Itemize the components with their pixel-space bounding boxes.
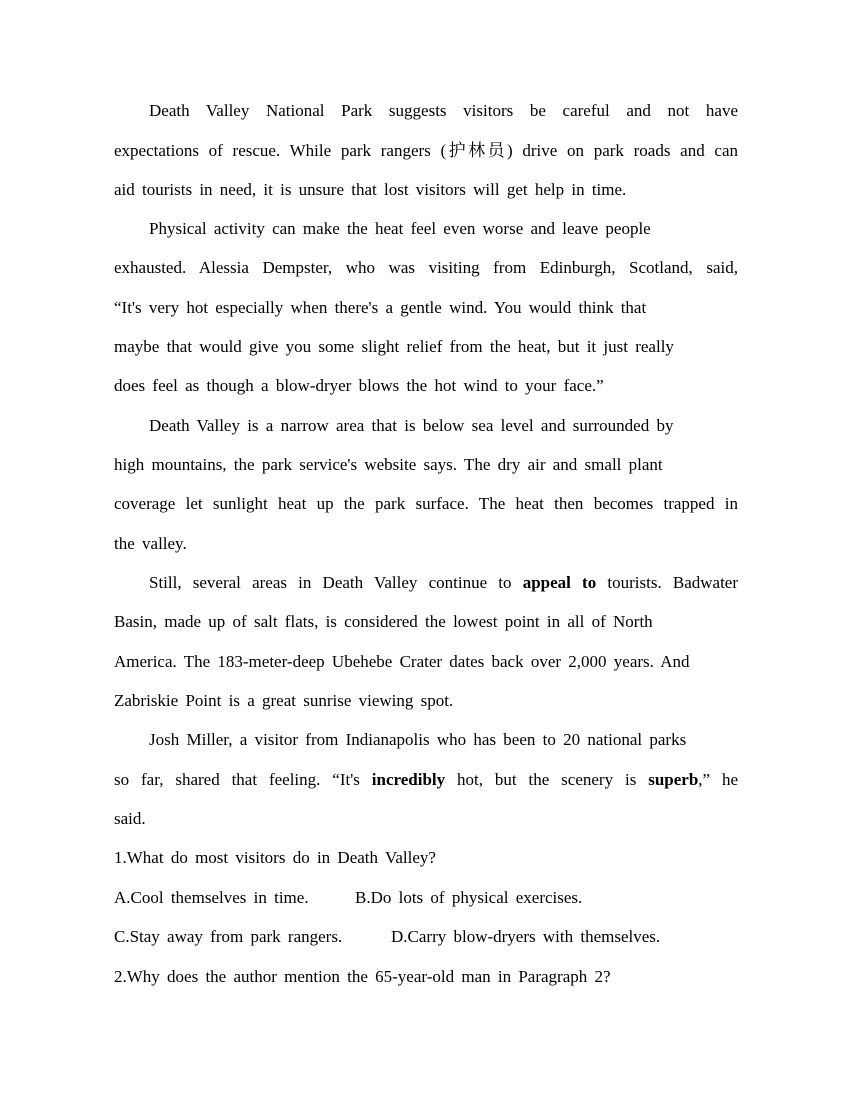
paragraph-2-line-5: does feel as though a blow-dryer blows the hot wind to your face.”	[114, 376, 604, 395]
paragraph-3-line-4: the valley.	[114, 534, 187, 553]
paragraph-2-line-4: maybe that would give you some slight relief from the heat, but it just really	[114, 337, 674, 356]
paragraph-4-text: Still, several areas in Death Valley continue to	[149, 573, 523, 592]
question-1-option-a: A.Cool themselves in time.	[114, 888, 309, 907]
paragraph-5-line-2	[114, 770, 738, 790]
bold-word-superb: superb	[648, 770, 699, 789]
paragraph-2-line-1: Physical activity can make the heat feel even worse and leave people	[149, 219, 651, 238]
paragraph-2-line-2: exhausted. Alessia Dempster, who was visiting from Edinburgh, Scotland, said,	[114, 258, 738, 277]
paragraph-1-line-1: Death Valley National Park suggests visitors be careful and not have	[149, 101, 738, 120]
paragraph-3-line-3: coverage let sunlight heat up the park surface. The heat then becomes trapped in	[114, 494, 738, 513]
paragraph-5-text: so far, shared that feeling. “It's	[114, 770, 372, 789]
paragraph-4-line-3: America. The 183-meter-deep Ubehebe Crater dates back over 2,000 years. And	[114, 652, 690, 671]
bold-word-incredibly: incredibly	[371, 770, 446, 789]
question-2-stem: 2.Why does the author mention the 65-year-old man in Paragraph 2?	[114, 967, 611, 986]
paragraph-5-line-1: Josh Miller, a visitor from Indianapolis who has been to 20 national parks	[149, 730, 687, 749]
paragraph-3-line-1: Death Valley is a narrow area that is below sea level and surrounded by	[149, 416, 674, 435]
paragraph-4-line-4: Zabriskie Point is a great sunrise viewing spot.	[114, 691, 454, 710]
paragraph-5-text: ,” he	[698, 770, 738, 789]
paragraph-1-line-2: expectations of rescue. While park rangers (护林员) drive on park roads and can	[114, 141, 738, 160]
question-1-option-d: D.Carry blow-dryers with themselves.	[391, 927, 661, 946]
paragraph-1-line-3: aid tourists in need, it is unsure that lost visitors will get help in time.	[114, 180, 627, 199]
paragraph-4-text: tourists. Badwater	[596, 573, 738, 592]
question-1-option-b: B.Do lots of physical exercises.	[355, 888, 583, 907]
paragraph-4-line-1	[149, 573, 738, 593]
question-1-stem: 1.What do most visitors do in Death Valley?	[114, 848, 436, 867]
paragraph-2-line-3: “It's very hot especially when there's a gentle wind. You would think that	[114, 298, 647, 317]
question-1-option-c: C.Stay away from park rangers.	[114, 927, 343, 946]
paragraph-5-line-3: said.	[114, 809, 146, 828]
bold-phrase-appeal-to: appeal to	[522, 573, 597, 592]
paragraph-3-line-2: high mountains, the park service's website says. The dry air and small plant	[114, 455, 663, 474]
paragraph-4-line-2: Basin, made up of salt flats, is considered the lowest point in all of North	[114, 612, 653, 631]
paragraph-5-text: hot, but the scenery is	[445, 770, 649, 789]
